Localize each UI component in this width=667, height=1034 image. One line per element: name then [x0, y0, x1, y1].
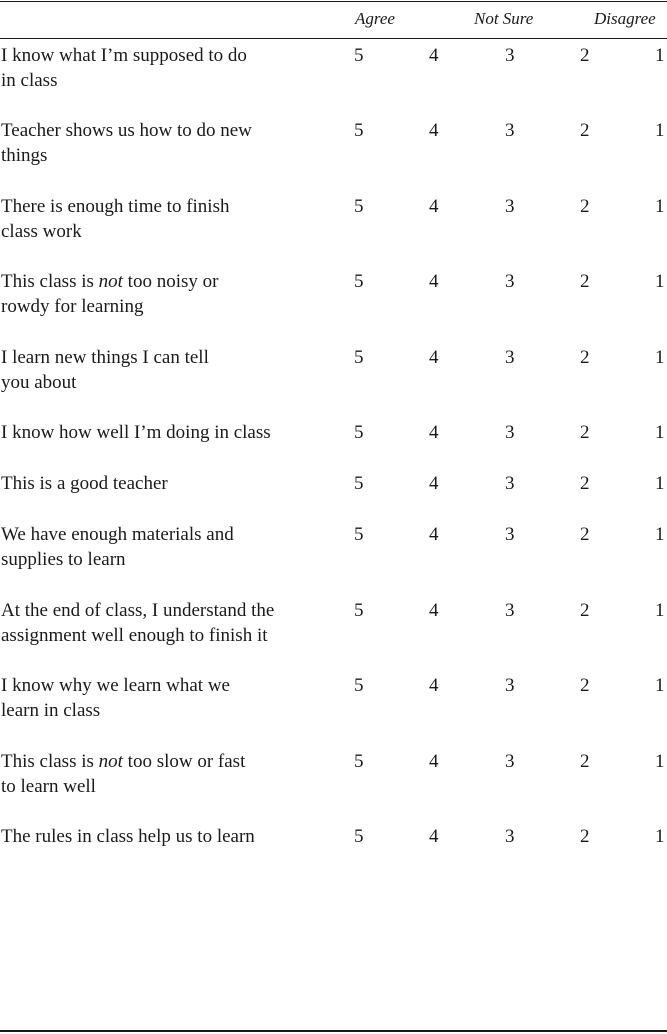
rating-option[interactable]: 4 [429, 473, 439, 494]
rating-option[interactable]: 5 [354, 120, 364, 141]
statement-text [1, 119, 341, 168]
rating-option[interactable]: 1 [655, 675, 665, 696]
statement-line-1: I know how well I’m doing in class [1, 422, 271, 443]
rating-option[interactable]: 3 [505, 826, 515, 847]
rating-option[interactable]: 1 [655, 524, 665, 545]
statement-line-1 [1, 270, 341, 295]
rating-option[interactable]: 2 [580, 826, 590, 847]
rating-option[interactable]: 2 [580, 675, 590, 696]
statement-text [1, 523, 341, 572]
rating-option[interactable]: 4 [429, 826, 439, 847]
statement-line-1: At the end of class, I understand the [1, 600, 275, 621]
statement-line-2: learn in class [1, 699, 101, 721]
survey-row [0, 195, 667, 243]
header-agree: Agree [355, 9, 395, 28]
rating-option[interactable]: 2 [580, 120, 590, 141]
statement-text [1, 346, 341, 395]
header-disagree: Disagree [594, 9, 656, 28]
statement-text [1, 674, 341, 723]
rating-option[interactable]: 5 [354, 675, 364, 696]
rating-option[interactable]: 4 [429, 600, 439, 621]
rating-option[interactable]: 1 [655, 473, 665, 494]
bottom-rule [0, 1030, 667, 1032]
statement-line-1: I learn new things I can tell [1, 347, 209, 368]
statement-line-2: things [1, 144, 48, 166]
rating-option[interactable]: 3 [505, 473, 515, 494]
rating-option[interactable]: 2 [580, 600, 590, 621]
rating-option[interactable]: 1 [655, 751, 665, 772]
statement-line-2: class work [1, 220, 82, 242]
statement-line-2: in class [1, 69, 58, 91]
survey-row [0, 599, 667, 647]
statement-line-1: This is a good teacher [1, 473, 168, 494]
statement-text [1, 472, 341, 497]
statement-text-pre: This class is [1, 751, 99, 772]
rating-option[interactable]: 4 [429, 120, 439, 141]
statement-text-post: too noisy or [122, 271, 219, 292]
rating-option[interactable]: 4 [429, 196, 439, 217]
survey-row [0, 421, 667, 469]
statement-emphasis: not [98, 751, 123, 772]
rating-option[interactable]: 3 [505, 751, 515, 772]
rating-option[interactable]: 2 [580, 271, 590, 292]
rating-option[interactable]: 1 [655, 422, 665, 443]
statement-line-1: I know what I’m supposed to do [1, 45, 247, 66]
rating-option[interactable]: 5 [354, 271, 364, 292]
rating-option[interactable]: 3 [505, 120, 515, 141]
rating-option[interactable]: 3 [505, 600, 515, 621]
statement-line-1: There is enough time to finish [1, 196, 230, 217]
statement-text [1, 599, 341, 648]
top-rule [0, 1, 667, 2]
statement-text [1, 825, 341, 850]
rating-option[interactable]: 5 [354, 600, 364, 621]
statement-text [1, 195, 341, 244]
rating-option[interactable]: 4 [429, 751, 439, 772]
rating-option[interactable]: 1 [655, 196, 665, 217]
statement-line-2: rowdy for learning [1, 295, 144, 317]
header-not-sure: Not Sure [474, 9, 534, 28]
rating-option[interactable]: 2 [580, 524, 590, 545]
survey-row [0, 825, 667, 873]
rating-option[interactable]: 1 [655, 347, 665, 368]
survey-row [0, 472, 667, 520]
rating-option[interactable]: 2 [580, 751, 590, 772]
survey-row [0, 119, 667, 167]
rating-option[interactable]: 1 [655, 45, 665, 66]
statement-line-1: The rules in class help us to learn [1, 826, 255, 847]
rating-option[interactable]: 3 [505, 524, 515, 545]
statement-line-2: supplies to learn [1, 548, 126, 570]
rating-option[interactable]: 3 [505, 347, 515, 368]
rating-option[interactable]: 5 [354, 196, 364, 217]
statement-line-2: you about [1, 371, 77, 393]
statement-line-1 [1, 750, 341, 775]
rating-option[interactable]: 3 [505, 422, 515, 443]
rating-option[interactable]: 4 [429, 271, 439, 292]
rating-option[interactable]: 4 [429, 45, 439, 66]
survey-row [0, 523, 667, 571]
rating-option[interactable]: 5 [354, 422, 364, 443]
statement-line-1: I know why we learn what we [1, 675, 230, 696]
rating-option[interactable]: 1 [655, 120, 665, 141]
survey-row [0, 44, 667, 92]
rating-option[interactable]: 2 [580, 347, 590, 368]
statement-line-2: to learn well [1, 775, 96, 797]
rating-option[interactable]: 4 [429, 675, 439, 696]
statement-text [1, 44, 341, 93]
statement-emphasis: not [98, 271, 123, 292]
rating-option[interactable]: 5 [354, 826, 364, 847]
rating-option[interactable]: 2 [580, 196, 590, 217]
statement-text [1, 750, 341, 799]
rating-option[interactable]: 4 [429, 422, 439, 443]
rating-option[interactable]: 1 [655, 826, 665, 847]
statement-text [1, 270, 341, 319]
rating-option[interactable]: 4 [429, 524, 439, 545]
rating-option[interactable]: 3 [505, 675, 515, 696]
rating-option[interactable]: 5 [354, 751, 364, 772]
rating-option[interactable]: 2 [580, 422, 590, 443]
rating-option[interactable]: 2 [580, 473, 590, 494]
survey-row [0, 270, 667, 318]
survey-row [0, 346, 667, 394]
statement-line-2: assignment well enough to finish it [1, 624, 268, 646]
rating-option[interactable]: 3 [505, 196, 515, 217]
rating-option[interactable]: 5 [354, 347, 364, 368]
rating-option[interactable]: 5 [354, 524, 364, 545]
statement-text-pre: This class is [1, 271, 99, 292]
rating-option[interactable]: 2 [580, 45, 590, 66]
statement-text-post: too slow or fast [122, 751, 246, 772]
statement-text [1, 421, 341, 446]
rating-option[interactable]: 1 [655, 600, 665, 621]
rating-option[interactable]: 3 [505, 45, 515, 66]
rating-option[interactable]: 1 [655, 271, 665, 292]
statement-line-1: Teacher shows us how to do new [1, 120, 252, 141]
rating-option[interactable]: 5 [354, 473, 364, 494]
survey-row [0, 750, 667, 798]
statement-line-1: We have enough materials and [1, 524, 234, 545]
rating-option[interactable]: 4 [429, 347, 439, 368]
survey-row [0, 674, 667, 722]
rating-option[interactable]: 5 [354, 45, 364, 66]
rating-option[interactable]: 3 [505, 271, 515, 292]
header-rule [0, 38, 667, 39]
